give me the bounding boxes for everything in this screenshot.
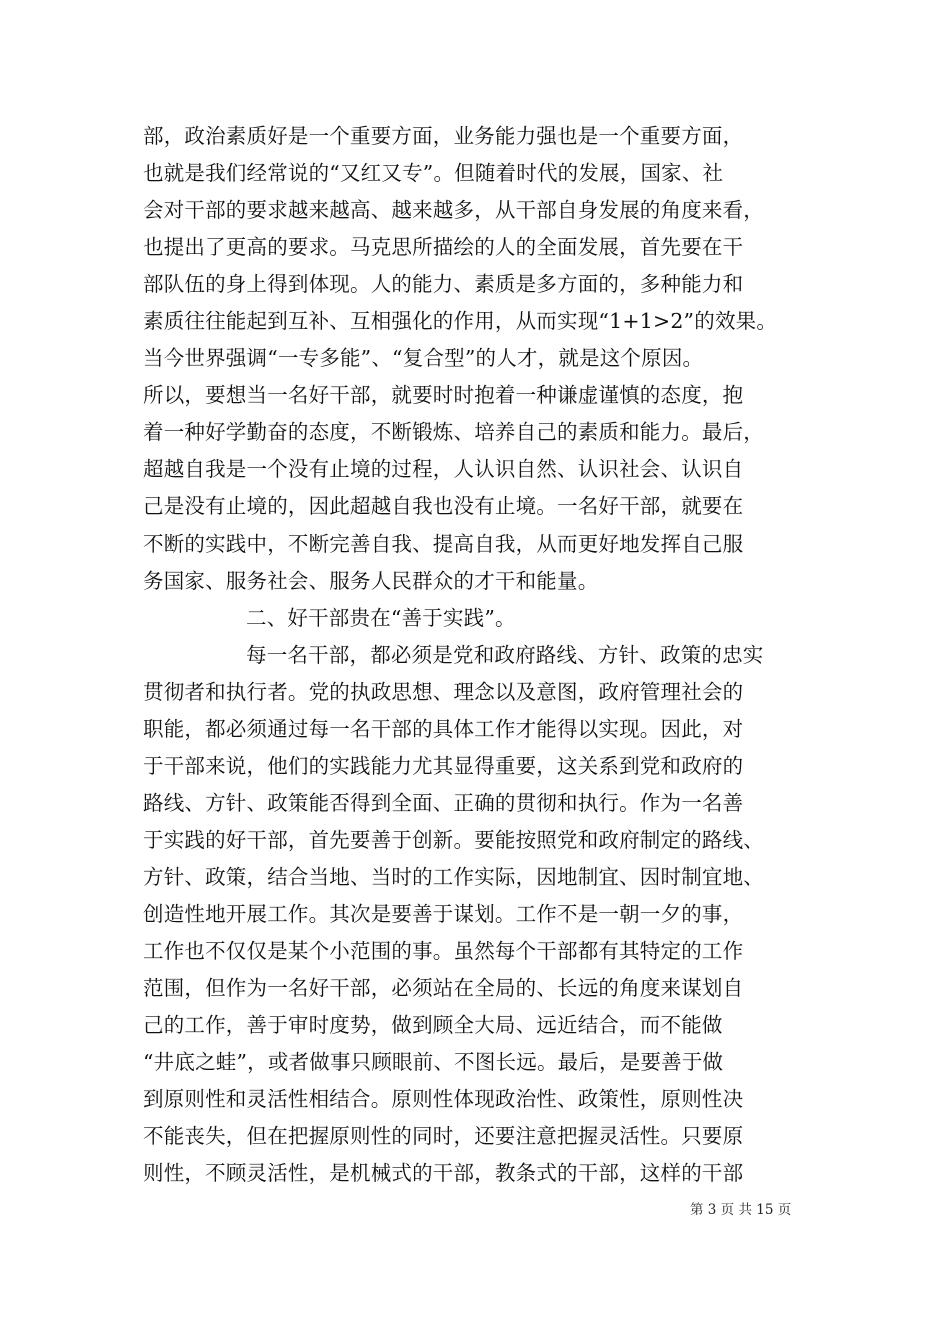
text-line: 己是没有止境的，因此超越自我也没有止境。一名好干部，就要在 (143, 494, 744, 519)
text-line: 部，政治素质好是一个重要方面，业务能力强也是一个重要方面， (143, 124, 744, 148)
text-line: 着一种好学勤奋的态度，不断锻炼、培养自己的素质和能力。最后， (143, 420, 764, 445)
text-line: 不能丧失，但在把握原则性的同时，还要注意把握灵活性。只要原 (143, 1124, 744, 1149)
text-line: “井底之蛙”，或者做事只顾眼前、不图长远。最后，是要善于做 (143, 1050, 724, 1075)
text-line: 不断的实践中，不断完善自我、提高自我，从而更好地发挥自己服 (143, 531, 744, 556)
text-line: 部队伍的身上得到体现。人的能力、素质是多方面的，多种能力和 (143, 272, 744, 297)
text-line: 于干部来说，他们的实践能力尤其显得重要，这关系到党和政府的 (143, 753, 744, 778)
text-line: 方针、政策，结合当地、当时的工作实际，因地制宜、因时制宜地、 (143, 864, 764, 889)
text-line: 创造性地开展工作。其次是要善于谋划。工作不是一朝一夕的事， (143, 901, 744, 926)
text-line: 贯彻者和执行者。党的执政思想、理念以及意图，政府管理社会的 (143, 679, 744, 704)
text-line: 务国家、服务社会、服务人民群众的才干和能量。 (143, 568, 599, 593)
page-number-footer: 第 3 页 共 15 页 (690, 1202, 792, 1218)
text-line: 己的工作，善于审时度势，做到顾全大局、远近结合，而不能做 (143, 1013, 723, 1038)
text-line: 也提出了更高的要求。马克思所描绘的人的全面发展，首先要在干 (143, 235, 744, 260)
text-line: 当今世界强调“一专多能”、“复合型”的人才，就是这个原因。 (143, 346, 704, 371)
text-line: 素质往往能起到互补、互相强化的作用，从而实现“1+1>2”的效果。 (143, 309, 778, 334)
text-line: 路线、方针、政策能否得到全面、正确的贯彻和执行。作为一名善 (143, 790, 744, 815)
section-heading: 二、好干部贵在“善于实践”。 (246, 605, 516, 630)
text-line: 会对干部的要求越来越高、越来越多，从干部自身发展的角度来看， (143, 198, 764, 223)
text-line: 也就是我们经常说的“又红又专”。但随着时代的发展，国家、社 (143, 161, 724, 186)
text-line: 工作也不仅仅是某个小范围的事。虽然每个干部都有其特定的工作 (143, 939, 744, 964)
text-line: 于实践的好干部，首先要善于创新。要能按照党和政府制定的路线、 (143, 827, 764, 852)
text-line: 职能，都必须通过每一名干部的具体工作才能得以实现。因此，对 (143, 716, 744, 741)
body-text (143, 118, 813, 1192)
text-line: 范围，但作为一名好干部，必须站在全局的、长远的角度来谋划自 (143, 976, 744, 1001)
text-line: 超越自我是一个没有止境的过程，人认识自然、认识社会、认识自 (143, 457, 744, 482)
text-line: 所以，要想当一名好干部，就要时时抱着一种谦虚谨慎的态度，抱 (143, 383, 744, 408)
paragraph-first-line: 每一名干部，都必须是党和政府路线、方针、政策的忠实 (246, 642, 764, 667)
text-line: 则性，不顾灵活性，是机械式的干部，教条式的干部，这样的干部 (143, 1161, 744, 1186)
text-line: 到原则性和灵活性相结合。原则性体现政治性、政策性，原则性决 (143, 1087, 744, 1112)
